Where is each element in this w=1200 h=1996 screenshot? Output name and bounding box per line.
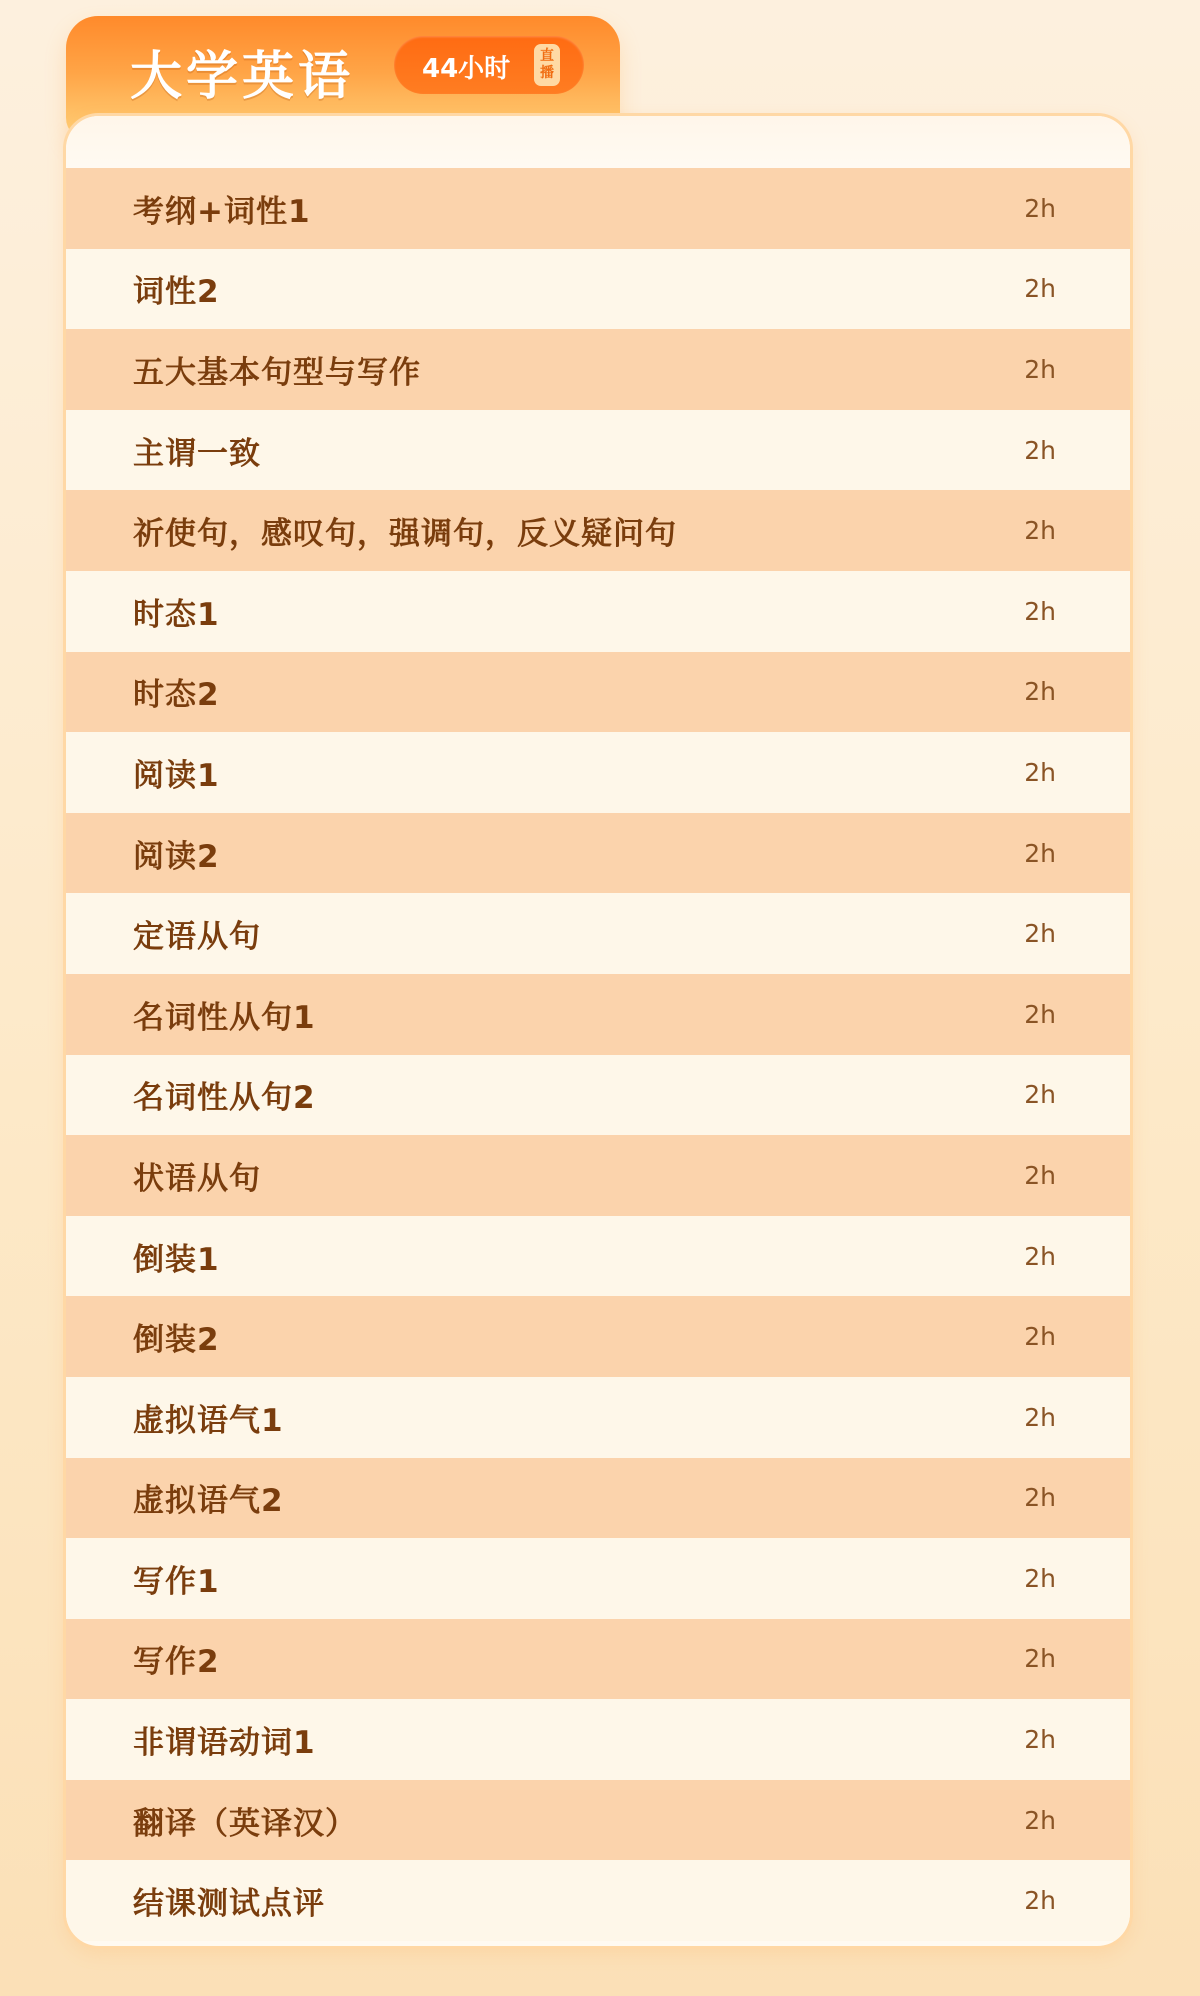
card-top-spacer — [66, 116, 1130, 168]
course-row — [66, 168, 1130, 249]
course-duration: 2h — [1024, 1241, 1056, 1271]
course-duration: 2h — [1024, 193, 1056, 223]
course-name: 名词性从句1 — [133, 999, 316, 1036]
course-name: 词性2 — [133, 274, 220, 311]
course-row — [66, 1377, 1130, 1458]
course-name: 倒装2 — [133, 1322, 220, 1359]
course-name: 考纲+词性1 — [133, 193, 311, 230]
course-duration: 2h — [1024, 999, 1056, 1029]
course-row — [66, 652, 1130, 733]
course-row — [66, 571, 1130, 652]
course-duration: 2h — [1024, 1322, 1056, 1352]
course-name: 状语从句 — [133, 1160, 261, 1197]
course-name: 定语从句 — [133, 919, 261, 956]
course-duration: 2h — [1024, 1886, 1056, 1916]
course-duration: 2h — [1024, 677, 1056, 707]
course-name: 虚拟语气2 — [133, 1483, 284, 1520]
course-duration: 2h — [1024, 1563, 1056, 1593]
course-name: 写作2 — [133, 1644, 220, 1681]
course-duration: 2h — [1024, 919, 1056, 949]
course-duration: 2h — [1024, 1805, 1056, 1835]
course-name: 五大基本句型与写作 — [133, 354, 421, 391]
course-list — [66, 168, 1130, 1941]
course-name: 倒装1 — [133, 1241, 220, 1278]
course-duration: 2h — [1024, 1160, 1056, 1190]
course-duration: 2h — [1024, 1080, 1056, 1110]
course-name: 阅读2 — [133, 838, 220, 875]
course-row — [66, 1619, 1130, 1700]
course-row — [66, 490, 1130, 571]
hours-pill — [394, 36, 584, 94]
course-duration: 2h — [1024, 1483, 1056, 1513]
course-row — [66, 249, 1130, 330]
course-name: 翻译（英译汉） — [133, 1805, 357, 1842]
course-row — [66, 893, 1130, 974]
course-row — [66, 732, 1130, 813]
course-name: 结课测试点评 — [133, 1886, 325, 1923]
course-name: 名词性从句2 — [133, 1080, 316, 1117]
live-badge: 直 播 — [534, 44, 560, 86]
course-duration: 2h — [1024, 1644, 1056, 1674]
course-title: 大学英语 — [130, 47, 355, 107]
course-name: 祈使句，感叹句，强调句，反义疑问句 — [133, 516, 677, 553]
course-row — [66, 1780, 1130, 1861]
course-name: 非谓语动词1 — [133, 1725, 316, 1762]
course-row — [66, 1055, 1130, 1136]
course-name: 时态2 — [133, 677, 220, 714]
course-duration: 2h — [1024, 516, 1056, 546]
course-name: 阅读1 — [133, 757, 220, 794]
course-duration: 2h — [1024, 838, 1056, 868]
course-row — [66, 974, 1130, 1055]
course-schedule-card — [63, 113, 1133, 1949]
course-duration: 2h — [1024, 354, 1056, 384]
course-row — [66, 1296, 1130, 1377]
course-row — [66, 1538, 1130, 1619]
course-name: 写作1 — [133, 1563, 220, 1600]
course-row — [66, 1216, 1130, 1297]
course-row — [66, 1699, 1130, 1780]
course-row — [66, 1458, 1130, 1539]
course-row — [66, 1135, 1130, 1216]
course-duration: 2h — [1024, 1402, 1056, 1432]
course-duration: 2h — [1024, 435, 1056, 465]
course-name: 主谓一致 — [133, 435, 261, 472]
course-name: 时态1 — [133, 596, 220, 633]
course-duration: 2h — [1024, 757, 1056, 787]
course-name: 虚拟语气1 — [133, 1402, 284, 1439]
course-row — [66, 1860, 1130, 1941]
course-duration: 2h — [1024, 1725, 1056, 1755]
course-duration: 2h — [1024, 274, 1056, 304]
course-row — [66, 410, 1130, 491]
course-row — [66, 329, 1130, 410]
course-duration: 2h — [1024, 596, 1056, 626]
hours-label: 44小时 — [422, 54, 511, 84]
course-row — [66, 813, 1130, 894]
